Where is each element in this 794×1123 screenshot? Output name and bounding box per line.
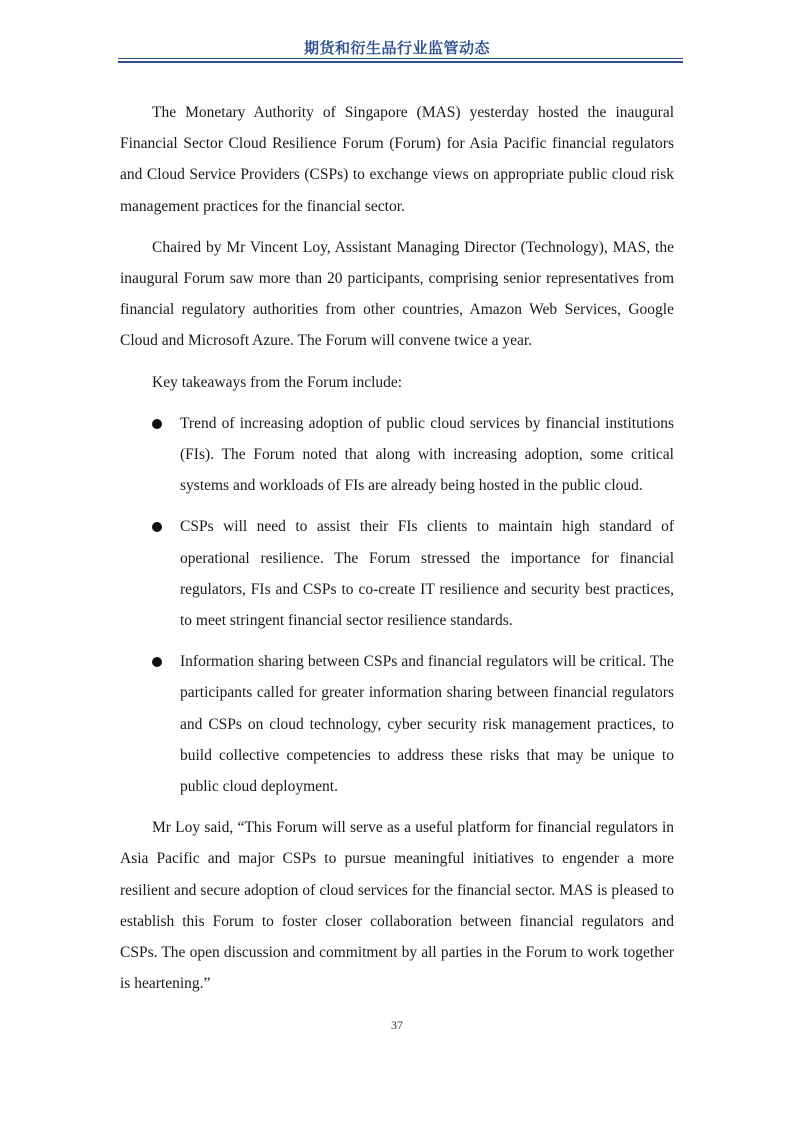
bullet-icon (152, 522, 162, 532)
takeaways-list (120, 408, 674, 802)
paragraph-chair: Chaired by Mr Vincent Loy, Assistant Managing Director (Technology), MAS, the inaugural Forum saw more than 20 participants, comprising senior representatives from financial regulatory authorities from other countries, Amazon Web Services, Google Cloud and Microsoft Azure. The Forum will convene twice a year. (120, 238, 674, 350)
paragraph-quote: Mr Loy said, “This Forum will serve as a useful platform for financial regulators in Asia Pacific and major CSPs to pursue meaningful initiatives to engender a more resilient and secure adoption of cloud services for the financial sector. MAS is pleased to establish this Forum to foster closer collaboration between financial regulators and CSPs. The open discussion and commitment by all parties in the Forum to work together is heartening.” (120, 819, 674, 993)
list-item (120, 408, 674, 502)
running-header-title: 期货和衍生品行业监管动态 (303, 39, 490, 57)
list-item (120, 511, 674, 636)
article-body (120, 97, 674, 999)
list-item-text: Trend of increasing adoption of public cloud services by financial institutions (FIs). The Forum noted that along with increasing adoption, some critical systems and workloads of FIs are already being hosted in the public cloud. (180, 414, 674, 495)
bullet-icon (152, 419, 162, 429)
paragraph-takeaways-lead: Key takeaways from the Forum include: (152, 373, 403, 391)
paragraph-intro: The Monetary Authority of Singapore (MAS) yesterday hosted the inaugural Financial Sector Cloud Resilience Forum (Forum) for Asia Pacific financial regulators and Cloud Service Providers (CSPs) to exchange views on appropriate public cloud risk management practices for the financial sector. (120, 104, 674, 215)
list-item (120, 646, 674, 802)
header-rule-thick (118, 61, 683, 63)
list-item-text: Information sharing between CSPs and financial regulators will be critical. The participants called for greater information sharing between financial regulators and CSPs on cloud technology, cyber security risk management practices, to build collective competencies to address these risks that may be unique to public cloud deployment. (180, 653, 674, 796)
page-number: 37 (391, 1018, 403, 1032)
list-item-text: CSPs will need to assist their FIs clients to maintain high standard of operational resilience. The Forum stressed the importance for financial regulators, FIs and CSPs to co-create IT resilience and security best practices, to meet stringent financial sector resilience standards. (180, 518, 674, 630)
header-rule-thin (118, 58, 683, 59)
bullet-icon (152, 657, 162, 667)
